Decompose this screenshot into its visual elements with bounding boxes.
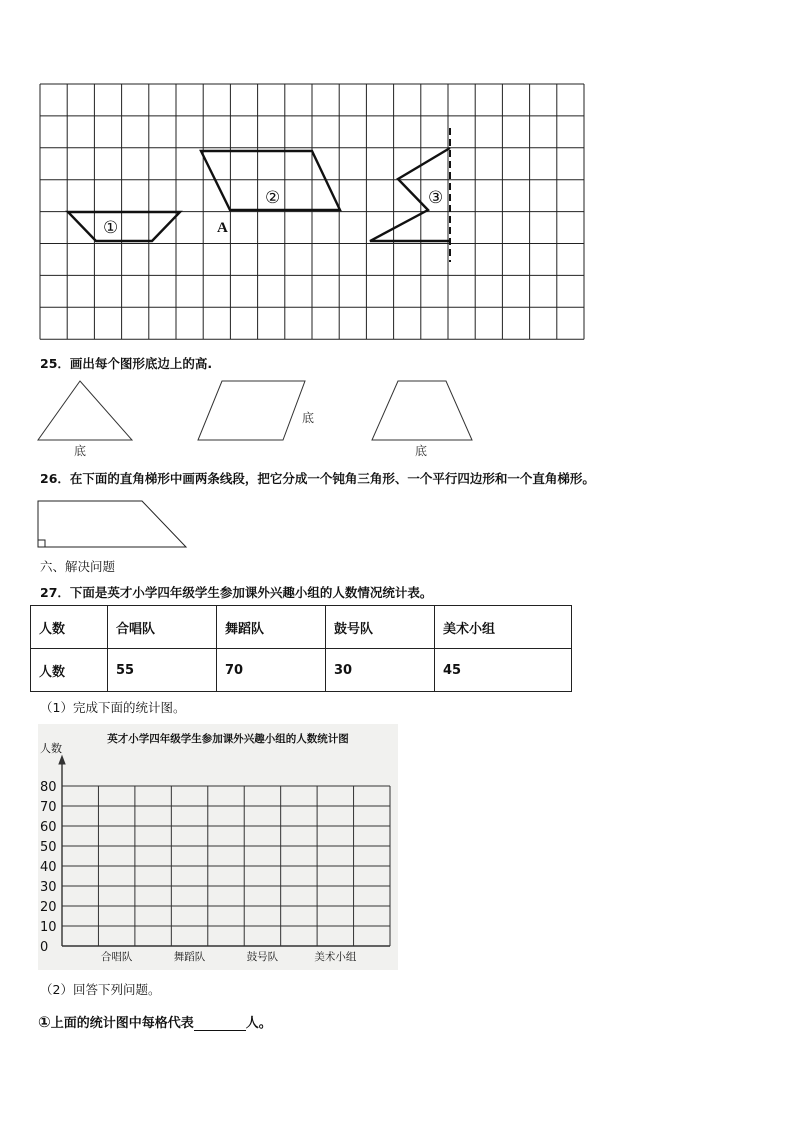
y-tick-label: 40: [40, 860, 57, 875]
table-row: [31, 649, 572, 692]
sub-question-1-number: ①: [38, 1013, 51, 1031]
shape-3-label: ③: [428, 188, 444, 208]
shape-1-label: ①: [103, 218, 119, 238]
q25-parallelogram: [198, 381, 305, 440]
answer-blank[interactable]: [194, 1017, 246, 1031]
x-tick-label: 舞蹈队: [173, 951, 206, 963]
table-cell: 人数: [31, 649, 108, 692]
part-1-instruction: （1）完成下面的统计图。: [40, 700, 186, 715]
shape-2-label: ②: [265, 188, 281, 208]
y-tick-label: 0: [40, 940, 49, 955]
x-tick-label: 美术小组: [314, 951, 357, 963]
sub-question-1: [38, 1012, 272, 1031]
table-cell: 合唱队: [108, 606, 217, 649]
y-tick-label: 60: [40, 820, 57, 835]
x-tick-labels: [101, 950, 357, 963]
y-tick-label: 30: [40, 880, 57, 895]
table-cell: 55: [108, 649, 217, 692]
q25-trapezoid: [372, 381, 472, 440]
sub-question-1-text: 上面的统计图中每格代表: [50, 1016, 194, 1031]
y-tick-label: 10: [40, 920, 57, 935]
q25-triangle: [38, 381, 132, 440]
chart-grid: [59, 756, 390, 946]
q26-figure: [0, 495, 200, 555]
q25-parallelogram-base-label: 底: [302, 411, 315, 425]
x-tick-label: 鼓号队: [246, 951, 279, 963]
y-axis-arrow: [59, 756, 65, 764]
question-26: 26．在下面的直角梯形中画两条线段，把它分成一个钝角三角形、一个平行四边形和一个直角梯形。: [40, 471, 595, 486]
y-tick-label: 70: [40, 800, 57, 815]
y-tick-label: 20: [40, 900, 57, 915]
x-tick-label: 合唱队: [100, 951, 133, 963]
table-cell: 人数: [31, 606, 108, 649]
table-cell: 鼓号队: [326, 606, 435, 649]
bar-chart: [38, 724, 398, 970]
question-25: 25．画出每个图形底边上的高.: [40, 356, 213, 371]
table-cell: 美术小组: [435, 606, 572, 649]
q25-trapezoid-base-label: 底: [415, 444, 428, 458]
bar-chart-area: [38, 724, 398, 970]
table-cell: 舞蹈队: [217, 606, 326, 649]
statistics-table: [30, 605, 572, 692]
table-cell: 30: [326, 649, 435, 692]
y-axis-label: 人数: [40, 742, 62, 755]
y-tick-labels: [40, 780, 57, 955]
chart-title: 英才小学四年级学生参加课外兴趣小组的人数统计图: [107, 733, 349, 745]
y-tick-label: 50: [40, 840, 57, 855]
point-a-label: A: [217, 220, 228, 236]
section-6-title: 六、解决问题: [40, 559, 116, 574]
question-27: 27．下面是英才小学四年级学生参加课外兴趣小组的人数情况统计表。: [40, 585, 433, 600]
shape-1-trapezoid: [68, 212, 180, 241]
part-2-instruction: （2）回答下列问题。: [40, 982, 161, 997]
table-cell: 45: [435, 649, 572, 692]
q26-right-trapezoid: [38, 501, 186, 547]
q25-figures: [0, 375, 794, 460]
sub-question-1-suffix: 人。: [245, 1016, 272, 1031]
q25-triangle-base-label: 底: [74, 444, 87, 458]
table-cell: 70: [217, 649, 326, 692]
grid-figure: [0, 0, 794, 345]
right-angle-mark: [38, 540, 45, 547]
y-tick-label: 80: [40, 780, 57, 795]
table-row: [31, 606, 572, 649]
